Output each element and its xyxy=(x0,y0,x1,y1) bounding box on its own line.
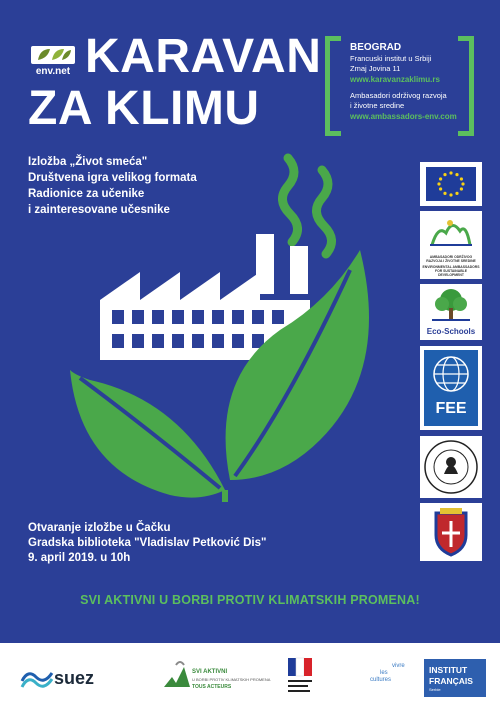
svi-aktivni-title: SVI AKTIVNI xyxy=(192,669,228,675)
city-coat-of-arms-logo xyxy=(420,503,482,561)
fee-label: FEE xyxy=(435,400,467,417)
eu-flag-icon xyxy=(420,162,482,206)
francais-text: FRANÇAIS xyxy=(429,676,473,686)
program-item: Radionice za učenike xyxy=(28,188,145,200)
smoke-icon xyxy=(282,158,297,242)
website-link-1[interactable]: www.karavanzaklimu.rs xyxy=(350,75,440,84)
eu-flag-logo xyxy=(420,162,482,206)
right-bracket xyxy=(458,36,474,136)
website-link-2[interactable]: www.ambassadors-env.com xyxy=(350,112,457,121)
left-bracket xyxy=(325,36,341,136)
venue-line-2: Zmaj Jovina 11 xyxy=(350,64,401,73)
factory-leaves-illustration xyxy=(60,150,410,510)
program-item: Društvena igra velikog formata xyxy=(28,172,197,184)
french-republic-logo-icon xyxy=(285,655,315,697)
tous-acteurs: TOUS ACTEURS xyxy=(192,684,232,690)
program-item: i zainteresovane učesnike xyxy=(28,204,170,216)
venue-info xyxy=(350,42,460,122)
eco-schools-logo xyxy=(420,284,482,340)
vivre-text: vivre xyxy=(392,663,405,669)
smoke-icon xyxy=(316,170,331,254)
suez-logo-text: suez xyxy=(54,668,95,688)
serbie-text: Serbie xyxy=(429,687,441,692)
ambassadors-mountain-icon xyxy=(420,211,482,255)
eco-schools-label: Eco-Schools xyxy=(426,327,476,336)
library-seal-logo xyxy=(420,436,482,498)
svi-aktivni-subtitle: U BORBI PROTIV KLIMATSKIH PROMENA xyxy=(192,677,271,682)
slogan: SVI AKTIVNI U BORBI PROTIV KLIMATSKIH PROMENA! xyxy=(80,593,420,607)
les-text: les xyxy=(380,670,388,676)
event-line-1: Otvaranje izložbe u Čačku xyxy=(28,522,171,534)
org-line-1: Ambasadori održivog razvoja xyxy=(350,91,447,100)
sponsor-footer xyxy=(0,643,500,710)
event-line-3: 9. april 2019. u 10h xyxy=(28,552,131,564)
program-item: Izložba „Život smeća" xyxy=(28,156,148,168)
institut-francais-logo xyxy=(424,659,486,697)
chimney-icon xyxy=(290,246,308,294)
eco-schools-tree-icon xyxy=(420,284,482,326)
institut-text: INSTITUT xyxy=(429,665,468,675)
ambassadors-logo xyxy=(420,211,482,279)
cultures-text: cultures xyxy=(370,677,392,683)
title-line-2: ZA KLIMU xyxy=(28,82,260,135)
event-info xyxy=(28,521,266,566)
title-line-1: KARAVAN xyxy=(85,30,322,83)
coat-of-arms-icon xyxy=(420,503,482,561)
venue-line-1: Francuski institut u Srbiji xyxy=(350,54,432,63)
vivre-les-cultures-logo xyxy=(370,663,420,684)
city: BEOGRAD xyxy=(350,42,402,53)
library-seal-icon xyxy=(420,436,482,498)
event-line-2: Gradska biblioteka "Vladislav Petković Dis" xyxy=(28,537,267,549)
envnet-logo-text: env.net xyxy=(35,66,71,77)
fee-logo xyxy=(420,346,482,430)
ambassadors-name-en: ENVIRONMENTAL AMBASSADORS FOR SUSTAINABLE DEVELOPMENT xyxy=(422,265,480,277)
ambassadors-name: AMBASADORI ODRŽIVOG RAZVOJA I ŽIVOTNE SREDINE xyxy=(426,255,476,263)
org-line-2: i životne sredine xyxy=(350,101,405,110)
